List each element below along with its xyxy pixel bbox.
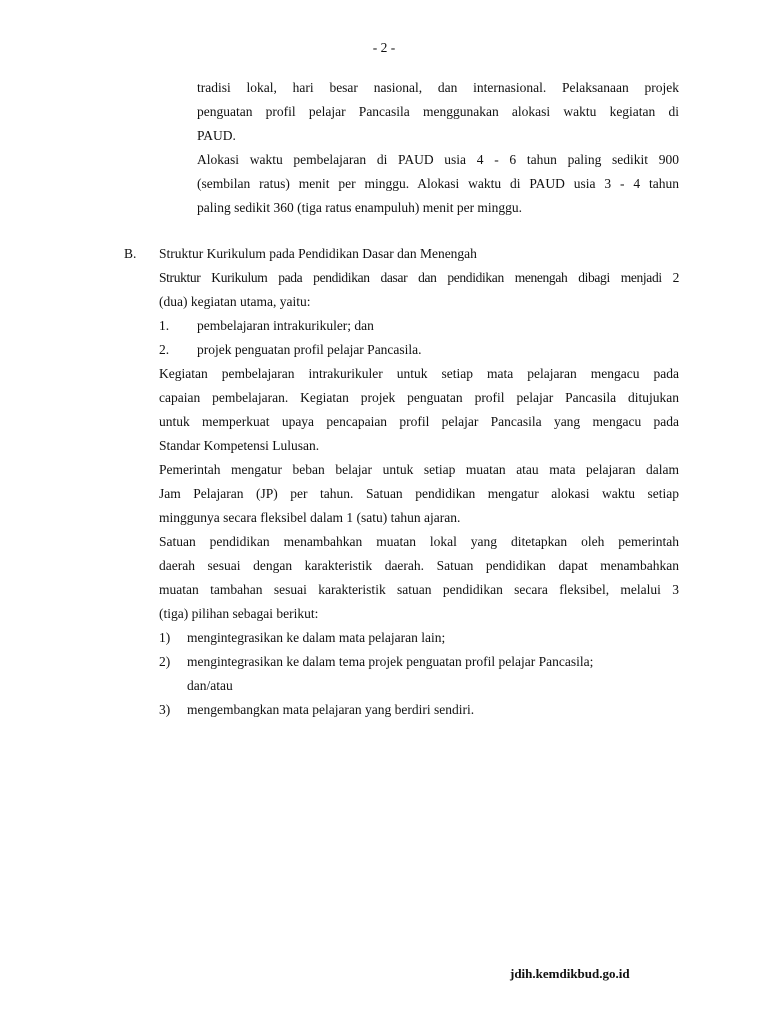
text-line: minggunya secara fleksibel dalam 1 (satu) tahun ajaran.	[159, 510, 461, 525]
option-item-continuation: dan/atau	[187, 678, 233, 693]
paragraph-government	[159, 458, 679, 530]
text-line: penguatan profil pelajar Pancasila menggunakan alokasi waktu kegiatan di	[197, 104, 679, 119]
text-line: PAUD.	[197, 128, 236, 143]
text-line: (sembilan ratus) menit per minggu. Alokasi waktu di PAUD usia 3 - 4 tahun	[197, 176, 679, 191]
text-line: tradisi lokal, hari besar nasional, dan internasional. Pelaksanaan projek	[197, 80, 679, 95]
list-item-marker: 1.	[159, 318, 170, 333]
section-b-marker: B.	[124, 246, 137, 261]
option-marker: 2)	[159, 654, 171, 669]
text-line: paling sedikit 360 (tiga ratus enampuluh) menit per minggu.	[197, 200, 523, 215]
text-line: capaian pembelajaran. Kegiatan projek penguatan profil pelajar Pancasila ditujukan	[159, 390, 679, 405]
list-item: pembelajaran intrakurikuler; dan	[197, 318, 374, 333]
text-line: Pemerintah mengatur beban belajar untuk setiap muatan atau mata pelajaran dalam	[159, 462, 679, 477]
text-line: Jam Pelajaran (JP) per tahun. Satuan pendidikan mengatur alokasi waktu setiap	[159, 486, 679, 501]
option-item: mengintegrasikan ke dalam mata pelajaran lain;	[187, 630, 446, 645]
text-line: muatan tambahan sesuai karakteristik satuan pendidikan secara fleksibel, melalui 3	[159, 582, 679, 597]
text-line: Struktur Kurikulum pada pendidikan dasar dan pendidikan menengah dibagi menjadi 2	[159, 270, 679, 285]
text-line: untuk memperkuat upaya pencapaian profil pelajar Pancasila yang mengacu pada	[159, 414, 679, 429]
text-line: Kegiatan pembelajaran intrakurikuler untuk setiap mata pelajaran mengacu pada	[159, 366, 679, 381]
text-line: Alokasi waktu pembelajaran di PAUD usia 4 - 6 tahun paling sedikit 900	[197, 152, 679, 167]
option-item: mengintegrasikan ke dalam tema projek penguatan profil pelajar Pancasila;	[187, 654, 594, 669]
text-line: Standar Kompetensi Lulusan.	[159, 438, 320, 453]
text-line: (dua) kegiatan utama, yaitu:	[159, 294, 311, 309]
text-line: (tiga) pilihan sebagai berikut:	[159, 606, 319, 621]
text-line: Satuan pendidikan menambahkan muatan lokal yang ditetapkan oleh pemerintah	[159, 534, 679, 549]
footer-url: jdih.kemdikbud.go.id	[510, 966, 630, 981]
list-item: projek penguatan profil pelajar Pancasila.	[197, 342, 422, 357]
paragraph-activities	[159, 362, 679, 458]
top-section	[197, 76, 679, 220]
text-line: daerah sesuai dengan karakteristik daerah. Satuan pendidikan dapat menambahkan	[159, 558, 679, 573]
section-heading: Struktur Kurikulum pada Pendidikan Dasar dan Menengah	[159, 246, 477, 261]
section-b-intro	[159, 266, 679, 314]
option-item: mengembangkan mata pelajaran yang berdiri sendiri.	[187, 702, 475, 717]
paragraph-local-content	[159, 530, 679, 626]
option-marker: 1)	[159, 630, 171, 645]
page-number: - 2 -	[372, 40, 396, 55]
section-b-heading	[159, 242, 679, 266]
option-marker: 3)	[159, 702, 171, 717]
list-item-marker: 2.	[159, 342, 170, 357]
